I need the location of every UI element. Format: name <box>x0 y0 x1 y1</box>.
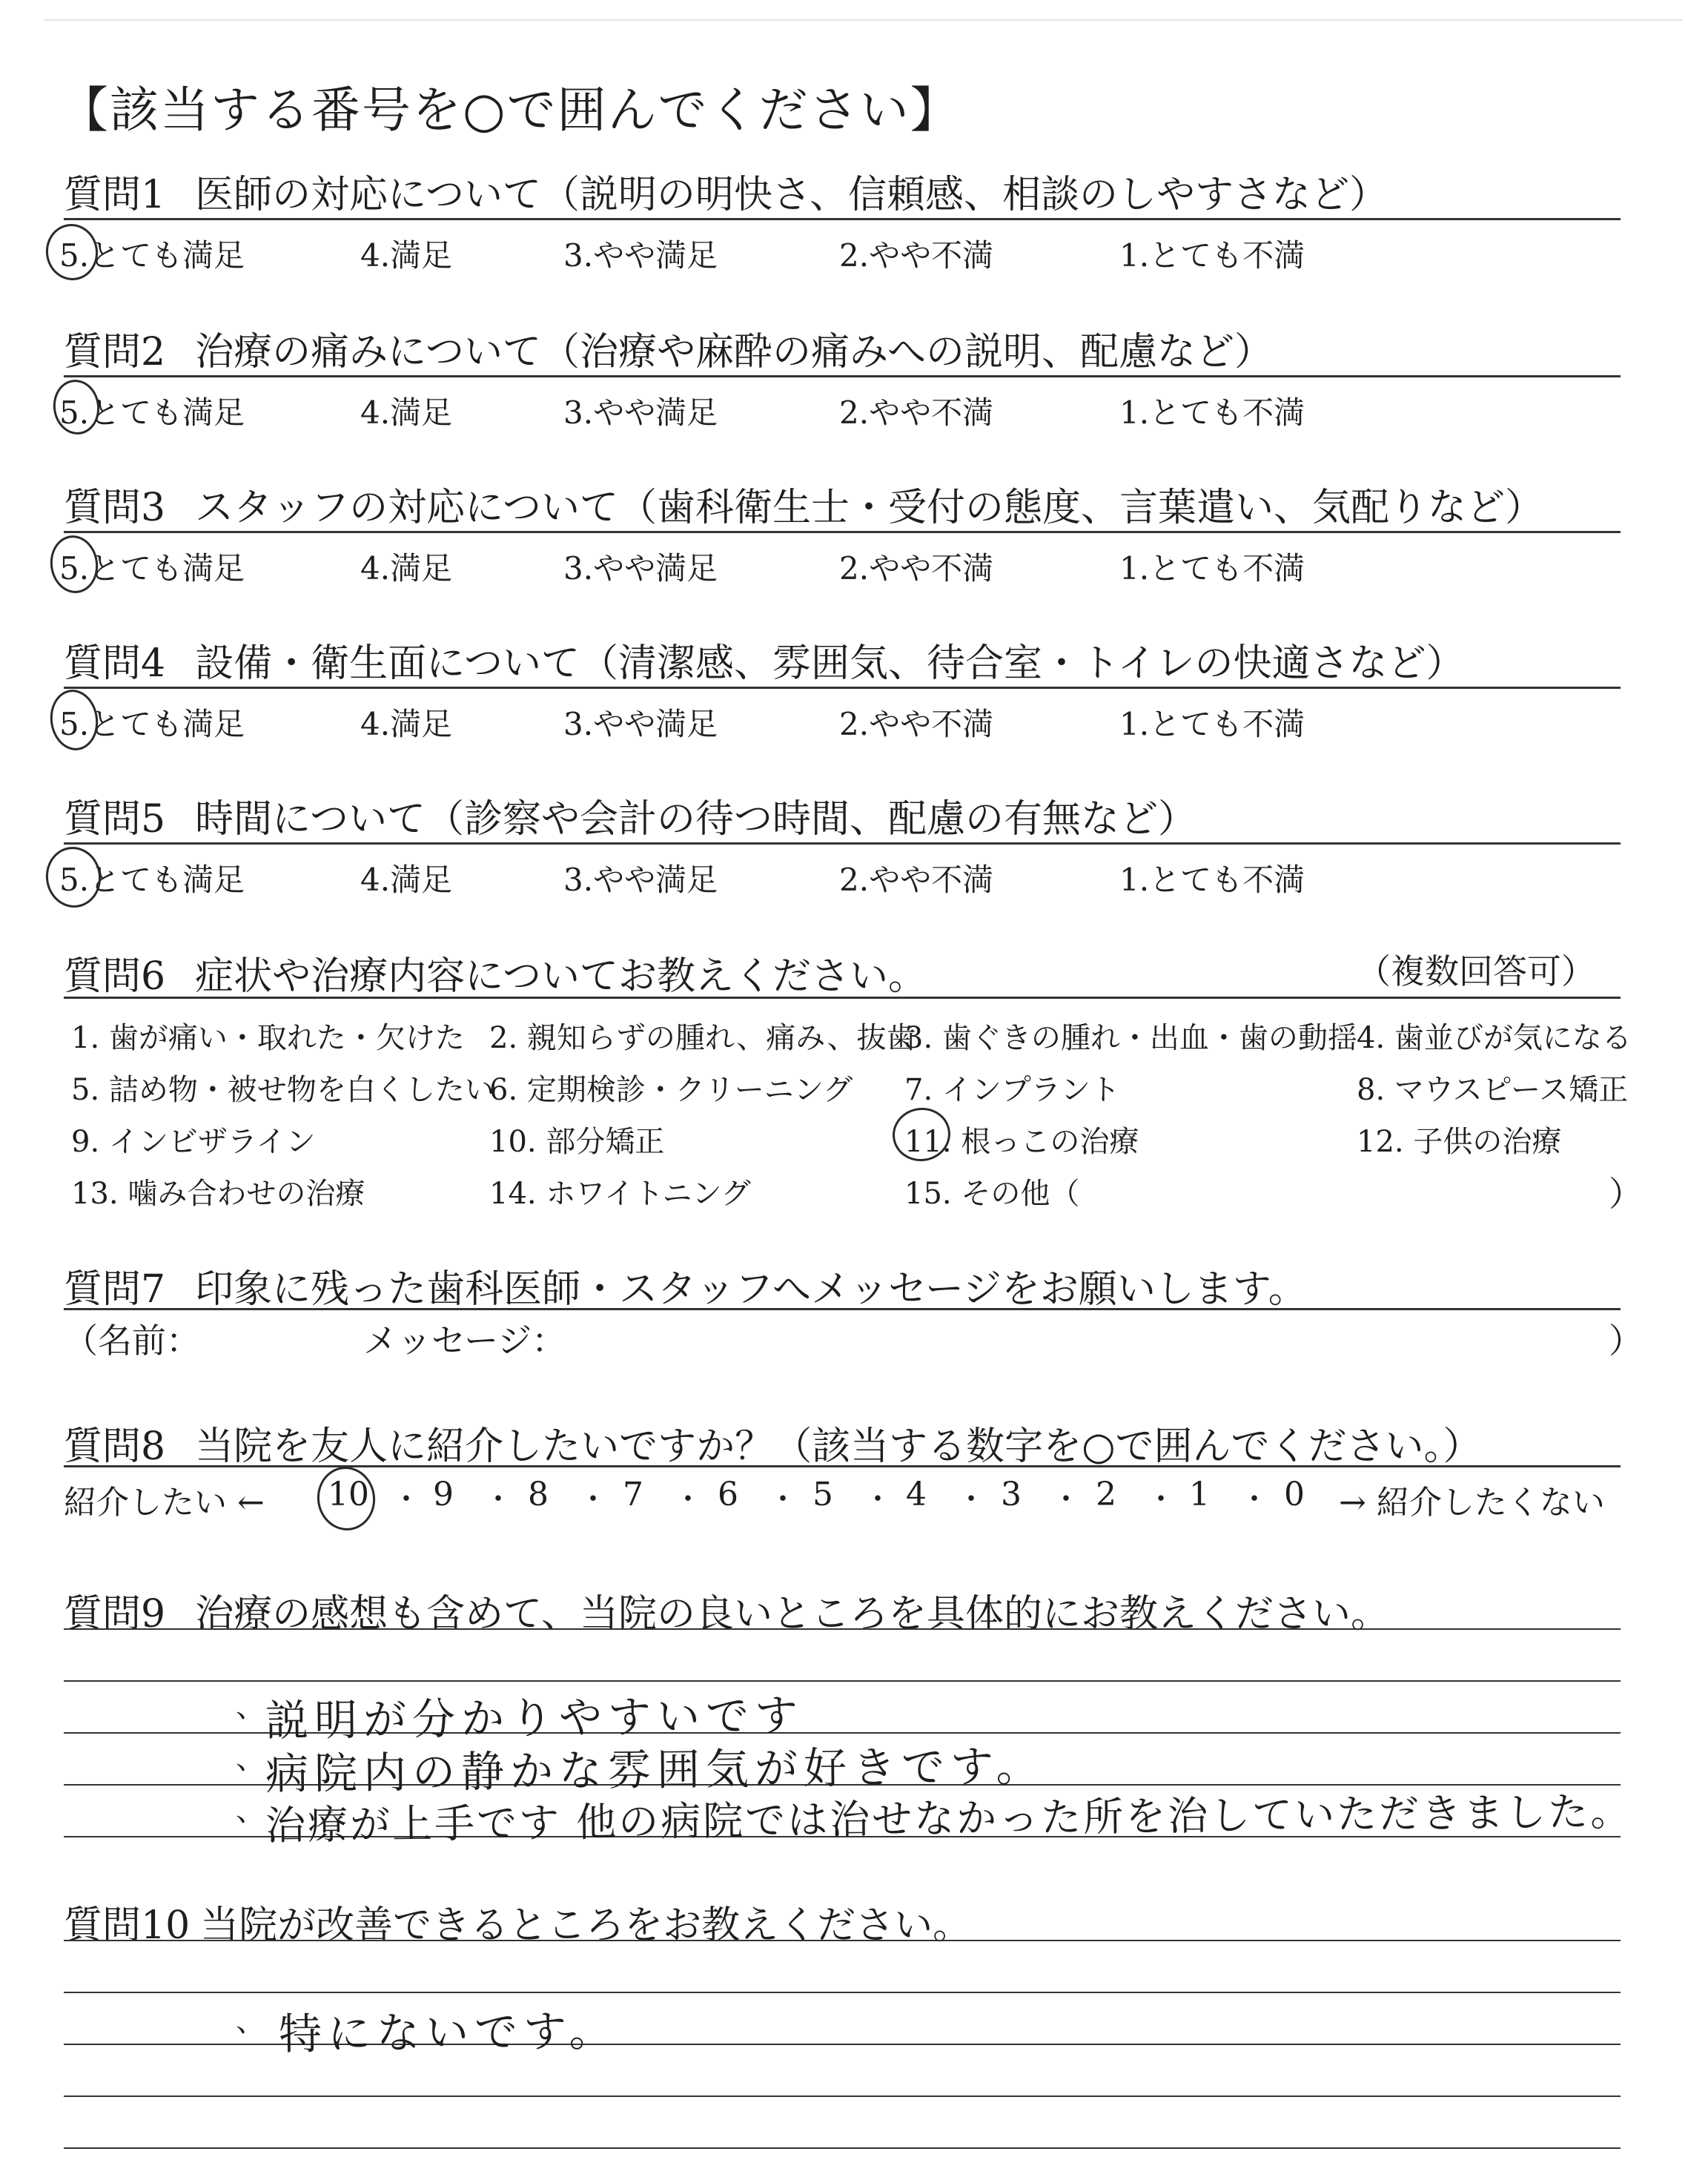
scale-dot: ・ <box>768 1482 798 1516</box>
divider <box>64 218 1621 220</box>
divider <box>64 1465 1621 1467</box>
scale-dot: ・ <box>483 1482 513 1516</box>
handwritten-answer: 説明が分かりやすいです <box>265 1690 804 1746</box>
q6-option-1[interactable]: 1. 歯が痛い・取れた・欠けた <box>71 1021 465 1055</box>
scale-1[interactable]: 1 <box>1189 1476 1210 1513</box>
q6-option-14[interactable]: 14. ホワイトニング <box>489 1177 751 1211</box>
question-8-title <box>64 1415 1481 1470</box>
question-text: 症状や治療内容についてお教えください。 <box>195 954 927 999</box>
scale-dot: ・ <box>1146 1482 1176 1516</box>
scale-3[interactable]: 3 <box>1001 1476 1022 1513</box>
scale-8[interactable]: 8 <box>528 1476 549 1513</box>
q1-option-2[interactable]: 2.やや不満 <box>839 237 994 274</box>
answer-line <box>64 2147 1621 2149</box>
question-number: 質問1 <box>64 173 166 217</box>
divider <box>64 375 1621 377</box>
scale-9[interactable]: 9 <box>433 1476 454 1513</box>
q2-option-2[interactable]: 2.やや不満 <box>839 394 994 431</box>
question-number: 質問9 <box>64 1592 166 1636</box>
scale-7[interactable]: 7 <box>623 1476 643 1513</box>
bullet-tick: 、 <box>236 1794 265 1828</box>
question-text: 設備・衛生面について（清潔感、雰囲気、待合室・トイレの快適さなど） <box>195 641 1465 686</box>
answer-line <box>64 2095 1621 2097</box>
scale-4[interactable]: 4 <box>906 1476 927 1513</box>
q6-option-11[interactable]: 11. 根っこの治療 <box>904 1125 1139 1159</box>
question-number: 質問2 <box>64 330 166 374</box>
instruction-heading: 【該当する番号を○で囲んでください】 <box>59 82 961 139</box>
q3-option-2[interactable]: 2.やや不満 <box>839 550 994 587</box>
q4-option-3[interactable]: 3.やや満足 <box>563 706 718 742</box>
q4-option-2[interactable]: 2.やや不満 <box>839 706 994 742</box>
q2-option-3[interactable]: 3.やや満足 <box>563 394 718 431</box>
divider <box>64 531 1621 533</box>
scale-0[interactable]: 0 <box>1284 1476 1305 1513</box>
q2-option-1[interactable]: 1.とても不満 <box>1119 394 1305 431</box>
question-number: 質問7 <box>64 1267 166 1312</box>
handwritten-answer: 治療が上手です 他の病院では治せなかった所を治していただきました。 <box>265 1788 1633 1849</box>
q6-option-2[interactable]: 2. 親知らずの腫れ、痛み、抜歯 <box>489 1021 916 1055</box>
answer-line <box>64 1628 1621 1630</box>
other-close-paren: ） <box>1609 1174 1643 1214</box>
bullet-tick: 、 <box>236 1690 265 1724</box>
selection-circle <box>42 843 105 911</box>
q6-option-3[interactable]: 3. 歯ぐきの腫れ・出血・歯の動揺 <box>904 1021 1357 1055</box>
scale-5[interactable]: 5 <box>812 1476 833 1513</box>
question-text: 印象に残った歯科医師・スタッフへメッセージをお願いします。 <box>195 1267 1307 1312</box>
q6-option-8[interactable]: 8. マウスピース矯正 <box>1357 1073 1629 1107</box>
q6-option-13[interactable]: 13. 噛み合わせの治療 <box>71 1177 365 1211</box>
question-2-title <box>64 320 1273 376</box>
answer-line <box>64 1680 1621 1682</box>
q2-option-4[interactable]: 4.満足 <box>360 394 453 431</box>
divider <box>64 997 1621 999</box>
bullet-tick: 、 <box>236 1742 265 1776</box>
question-text: 当院が改善できるところをお教えください。 <box>200 1903 972 1948</box>
scale-dot: ・ <box>391 1482 421 1516</box>
q6-option-9[interactable]: 9. インビザライン <box>71 1125 316 1159</box>
message-close-paren: ） <box>1609 1321 1643 1361</box>
scale-10[interactable]: 10 <box>328 1476 369 1513</box>
recommend-right-label: → 紹介したくない <box>1339 1484 1605 1522</box>
question-number: 質問8 <box>64 1424 166 1469</box>
scale-6[interactable]: 6 <box>718 1476 738 1513</box>
q3-option-4[interactable]: 4.満足 <box>360 550 453 587</box>
q3-option-5[interactable]: 5.とても満足 <box>59 550 245 587</box>
q5-option-4[interactable]: 4.満足 <box>360 862 453 898</box>
scale-dot: ・ <box>673 1482 703 1516</box>
handwritten-answer: 病院内の静かな雰囲気が好きです。 <box>265 1740 1045 1800</box>
question-text: スタッフの対応について（歯科衛生士・受付の態度、言葉遣い、気配りなど） <box>195 486 1544 530</box>
message-label: メッセージ： <box>363 1321 566 1361</box>
q5-option-1[interactable]: 1.とても不満 <box>1119 862 1305 898</box>
question-1-title <box>64 163 1388 219</box>
scale-dot: ・ <box>1239 1482 1269 1516</box>
handwritten-answer: 特にないです。 <box>278 2005 618 2060</box>
scale-dot: ・ <box>1051 1482 1081 1516</box>
selection-circle <box>313 1463 379 1534</box>
question-3-title <box>64 476 1543 532</box>
question-text: 時間について（診察や会計の待つ時間、配慮の有無など） <box>195 797 1197 842</box>
scale-2[interactable]: 2 <box>1096 1476 1116 1513</box>
question-number: 質問3 <box>64 486 166 530</box>
question-5-title <box>64 787 1196 843</box>
bullet-tick: 、 <box>236 2004 265 2038</box>
q5-option-3[interactable]: 3.やや満足 <box>563 862 718 898</box>
q4-option-5[interactable]: 5.とても満足 <box>59 706 245 742</box>
recommend-left-label: 紹介したい ← <box>64 1484 265 1522</box>
q3-option-1[interactable]: 1.とても不満 <box>1119 550 1305 587</box>
q6-option-6[interactable]: 6. 定期検診・クリーニング <box>489 1073 853 1107</box>
divider <box>64 1308 1621 1310</box>
question-text: 医師の対応について（説明の明快さ、信頼感、相談のしやすさなど） <box>195 173 1388 217</box>
q3-option-3[interactable]: 3.やや満足 <box>563 550 718 587</box>
question-number: 質問5 <box>64 797 166 842</box>
divider <box>64 842 1621 845</box>
q6-option-7[interactable]: 7. インプラント <box>904 1073 1120 1107</box>
q6-option-4[interactable]: 4. 歯並びが気になる <box>1357 1021 1632 1055</box>
question-4-title <box>64 632 1464 687</box>
top-border <box>44 19 1683 21</box>
multiple-answers-note: （複数回答可） <box>1357 951 1595 991</box>
q1-option-4[interactable]: 4.満足 <box>360 237 453 274</box>
question-number: 質問6 <box>64 954 166 999</box>
question-text: 治療の痛みについて（治療や麻酔の痛みへの説明、配慮など） <box>195 330 1274 374</box>
q6-option-15[interactable]: 15. その他（ <box>904 1177 1080 1211</box>
question-7-title <box>64 1258 1307 1313</box>
question-text: 治療の感想も含めて、当院の良いところを具体的にお教えください。 <box>195 1592 1390 1636</box>
q1-option-5[interactable]: 5.とても満足 <box>59 237 245 274</box>
scale-dot: ・ <box>956 1482 986 1516</box>
scale-dot: ・ <box>578 1482 608 1516</box>
question-number: 質問4 <box>64 641 166 686</box>
question-text: 当院を友人に紹介したいですか？（該当する数字を○で囲んでください。） <box>195 1424 1482 1469</box>
name-label: （名前： <box>64 1321 200 1361</box>
q5-option-5[interactable]: 5.とても満足 <box>59 862 245 898</box>
q4-option-1[interactable]: 1.とても不満 <box>1119 706 1305 742</box>
scale-dot: ・ <box>863 1482 893 1516</box>
question-number: 質問10 <box>64 1903 191 1948</box>
q5-option-2[interactable]: 2.やや不満 <box>839 862 994 898</box>
question-6-title <box>64 945 927 1000</box>
q6-option-12[interactable]: 12. 子供の治療 <box>1357 1125 1562 1159</box>
q1-option-3[interactable]: 3.やや満足 <box>563 237 718 274</box>
divider <box>64 687 1621 689</box>
q6-option-5[interactable]: 5. 詰め物・被せ物を白くしたい <box>71 1073 494 1107</box>
q2-option-5[interactable]: 5.とても満足 <box>59 394 245 431</box>
q1-option-1[interactable]: 1.とても不満 <box>1119 237 1305 274</box>
q4-option-4[interactable]: 4.満足 <box>360 706 453 742</box>
answer-line <box>64 1940 1621 1941</box>
answer-line <box>64 1992 1621 1993</box>
q6-option-10[interactable]: 10. 部分矯正 <box>489 1125 665 1159</box>
